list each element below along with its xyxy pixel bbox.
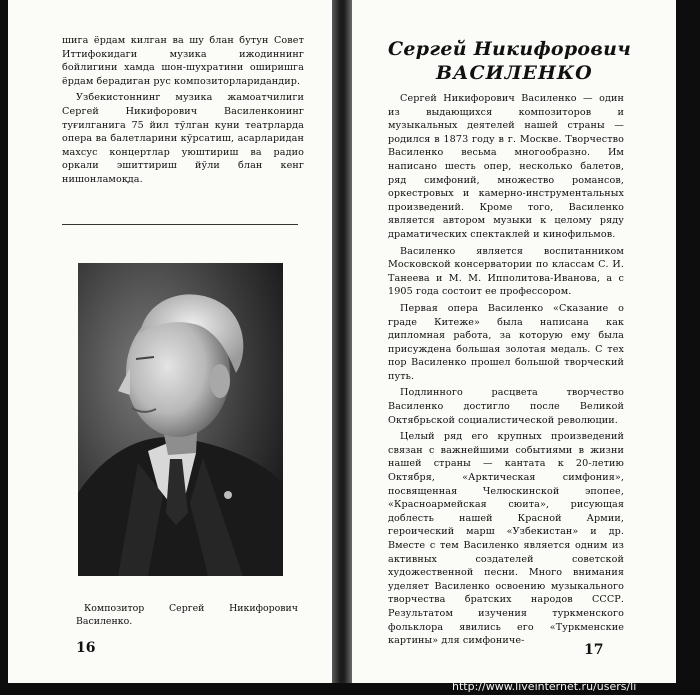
photo-caption: Композитор Сергей Никифорович Василенко.	[76, 603, 298, 627]
right-page-text	[388, 92, 624, 651]
left-page-text	[62, 34, 304, 190]
article-title-surname: ВАСИЛЕНКО	[436, 62, 593, 84]
watermark-url: http://www.liveinternet.ru/users/li	[452, 680, 637, 693]
page-number-left: 16	[76, 640, 96, 656]
left-paragraph-1: шига ёрдам килган ва шу блан бутун Совет Иттифокидаги музика ижодиннинг бойлигини хамда шон-шухратини оширишга ёрдам берадиган рус композиторларидандир.	[62, 35, 304, 87]
portrait-illustration	[78, 263, 283, 576]
right-paragraph-3: Первая опера Василенко «Сказание о граде Китеже» была написана как дипломная работа, за которую ему была присуждена большая золотая медаль. С тех пор Василенко прошел большой творческий путь.	[388, 302, 624, 382]
article-title-name: Сергей Никифорович	[388, 38, 632, 60]
right-paragraph-4: Подлинного расцвета творчество Василенко достигло после Великой Октябрьской социалистической революции.	[388, 387, 624, 426]
book-gutter	[332, 0, 352, 683]
page-number-right: 17	[584, 642, 604, 658]
section-divider	[62, 224, 298, 225]
right-paragraph-2: Василенко является воспитанником Московской консерватории по классам С. И. Танеева и М. М. Ипполитова-Иванова, а с 1905 года состоит ее профессором.	[388, 245, 624, 298]
right-paragraph-5: Целый ряд его крупных произведений связан с важнейшими событиями в жизни нашей страны — кантата к 20-летию Октября, «Арктическая симфония», посвященная Челюскинской эпопее, «Красноармейская сюита», рисующая доблесть нашей Красной Армии, героический марш «Узбекистан» и др. Вместе с тем Василенко является одним из активных создателей советской художественной песни. Много внимания уделяет Василенко освоению музыкального творчества братских народов СССР. Результатом изучения туркменского фольклора явились его «Туркменские картины» для симфониче-	[388, 431, 624, 647]
right-paragraph-1: Сергей Никифорович Василенко — один из выдающихся композиторов и музыкальных деятелей нашей страны — родился в 1873 году в г. Москве. Творчество Василенко весьма многообразно. Им написано шесть опер, несколько балетов, ряд симфоний, множество романсов, оркестровых и камерно-инструментальных произведений. Кроме того, Василенко является автором музыки к целому ряду драматических спектаклей и кинофильмов.	[388, 93, 624, 240]
left-paragraph-2: Узбекистоннинг музика жамоатчилиги Сергей Никифорович Василенконинг туғилганига 75 йил тўлган куни театрларда опера ва балетларини кўрсатиш, асарларидан махсус концертлар уюштириш ва радио оркали эшиттириш йўли блан кенг нишонламоқда.	[62, 92, 304, 185]
composer-portrait-photo	[78, 263, 283, 576]
